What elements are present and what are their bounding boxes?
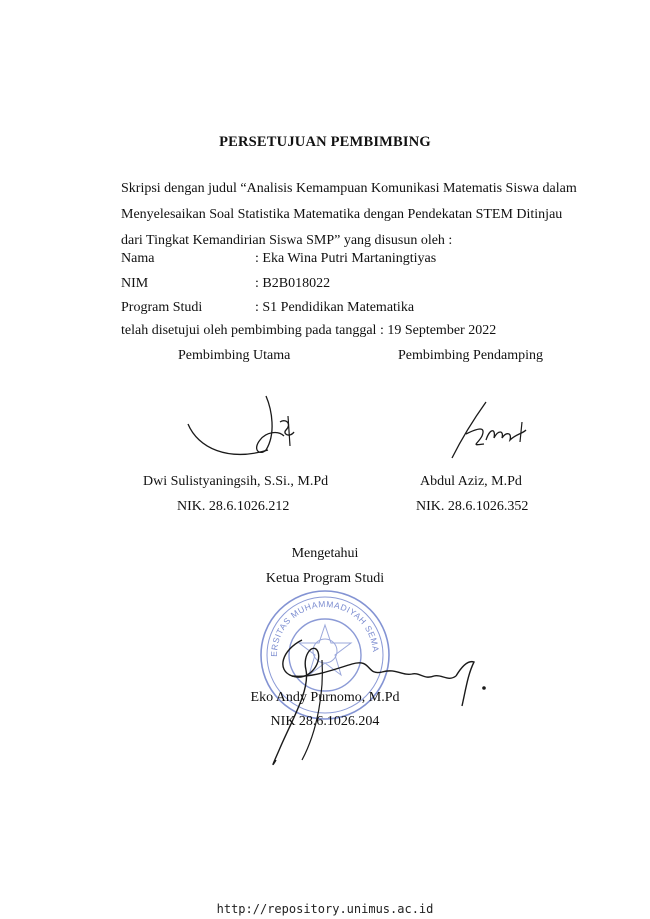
head-of-program-nik: NIK 28.6.1026.204	[270, 714, 380, 729]
head-of-program-role: Ketua Program Studi	[265, 571, 385, 586]
paragraph-line-3: dari Tingkat Kemandirian Siswa SMP” yang disusun oleh :	[121, 233, 453, 248]
companion-supervisor-role: Pembimbing Pendamping	[398, 348, 544, 363]
companion-supervisor-nik: NIK. 28.6.1026.352	[416, 499, 529, 514]
main-supervisor-signature	[180, 390, 320, 470]
approval-statement: telah disetujui oleh pembimbing pada tanggal : 19 September 2022	[121, 323, 497, 338]
field-label: NIM	[121, 276, 149, 291]
companion-supervisor-signature	[430, 398, 540, 468]
field-value: : Eka Wina Putri Martaningtiyas	[255, 251, 437, 266]
field-label: Program Studi	[121, 300, 203, 315]
svg-text:UNIVERSITAS MUHAMMADIYAH SEMAR: UNIVERSITAS MUHAMMADIYAH SEMARANG	[251, 577, 381, 657]
page-title: PERSETUJUAN PEMBIMBING	[219, 134, 431, 150]
acknowledged-label: Mengetahui	[291, 546, 359, 561]
main-supervisor-nik: NIK. 28.6.1026.212	[177, 499, 290, 514]
field-value: : S1 Pendidikan Matematika	[255, 300, 415, 315]
main-supervisor-role: Pembimbing Utama	[178, 348, 291, 363]
thesis-paragraph	[121, 176, 577, 254]
main-supervisor-name: Dwi Sulistyaningsih, S.Si., M.Pd	[143, 474, 329, 489]
field-nama	[121, 251, 436, 267]
field-label: Nama	[121, 251, 155, 266]
repository-footer-link[interactable]: http://repository.unimus.ac.id	[216, 902, 434, 916]
field-value: : B2B018022	[255, 276, 331, 291]
paragraph-line-2: Menyelesaikan Soal Statistika Matematika dengan Pendekatan STEM Ditinjau	[121, 207, 563, 222]
companion-supervisor-name: Abdul Aziz, M.Pd	[420, 474, 522, 489]
field-program-studi	[121, 300, 414, 316]
head-of-program-name: Eko Andy Purnomo, M.Pd	[250, 690, 400, 705]
paragraph-line-1: Skripsi dengan judul “Analisis Kemampuan Komunikasi Matematis Siswa dalam	[121, 181, 577, 196]
field-nim	[121, 276, 330, 292]
